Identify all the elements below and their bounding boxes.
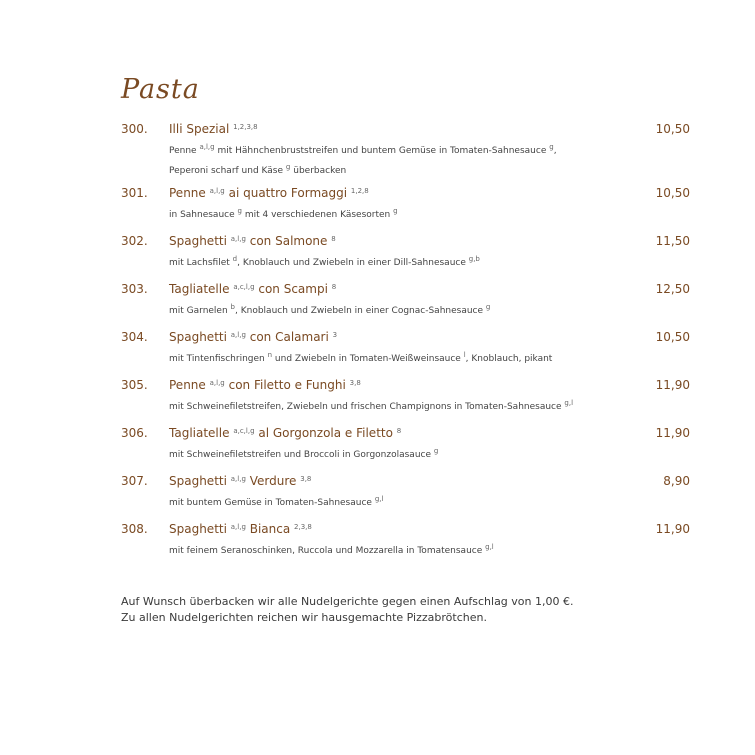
item-description: mit Schweinefiletstreifen, Zwiebeln und frischen Champignons in Tomaten-Sahnesauce $^{g,l}$: [169, 399, 574, 412]
item-description: Penne $^{a,l,g}$ mit Hähnchenbruststreifen und buntem Gemüse in Tomaten-Sahnesauce $^g$, Peperoni scharf und Käse $^g$ überbacken: [169, 143, 557, 176]
menu-item-308: [0, 520, 755, 564]
page-title: Pasta: [121, 74, 200, 105]
item-description: mit feinem Seranoschinken, Ruccola und Mozzarella in Tomatensauce $^{g,l}$: [169, 543, 494, 556]
item-name: Spaghetti $^{a,l,g}$ Verdure $^{3,8}$: [169, 474, 312, 488]
item-number: 303.: [121, 282, 148, 296]
item-number: 308.: [121, 522, 148, 536]
footer-notes: [121, 594, 573, 626]
item-price: 11,50: [655, 234, 690, 248]
menu-item-307: [0, 472, 755, 516]
item-price: 10,50: [655, 186, 690, 200]
item-number: 302.: [121, 234, 148, 248]
item-price: 11,90: [655, 426, 690, 440]
note-gratin: Auf Wunsch überbacken wir alle Nudelgerichte gegen einen Aufschlag von 1,00 €.: [121, 595, 574, 608]
item-number: 307.: [121, 474, 148, 488]
item-price: 11,90: [655, 378, 690, 392]
item-price: 11,90: [655, 522, 690, 536]
item-number: 305.: [121, 378, 148, 392]
menu-item-302: [0, 232, 755, 276]
menu-item-303: [0, 280, 755, 324]
item-price: 12,50: [655, 282, 690, 296]
menu-item-300: [0, 120, 755, 176]
item-description: mit Garnelen $^b$, Knoblauch und Zwiebeln in einer Cognac-Sahnesauce $^g$: [169, 303, 491, 316]
note-rolls: Zu allen Nudelgerichten reichen wir hausgemachte Pizzabrötchen.: [121, 611, 487, 624]
item-price: 10,50: [655, 122, 690, 136]
item-name: Tagliatelle $^{a,c,l,g}$ con Scampi $^8$: [169, 282, 337, 296]
item-name: Penne $^{a,l,g}$ con Filetto e Funghi $^{3,8}$: [169, 378, 361, 392]
item-name: Spaghetti $^{a,l,g}$ con Salmone $^8$: [169, 234, 336, 248]
item-price: 10,50: [655, 330, 690, 344]
item-description: mit Schweinefiletstreifen und Broccoli in Gorgonzolasauce $^g$: [169, 447, 439, 460]
item-name: Spaghetti $^{a,l,g}$ Bianca $^{2,3,8}$: [169, 522, 312, 536]
item-name: Spaghetti $^{a,l,g}$ con Calamari $^3$: [169, 330, 338, 344]
item-number: 300.: [121, 122, 148, 136]
item-description: mit Lachsfilet $^d$, Knoblauch und Zwiebeln in einer Dill-Sahnesauce $^{g,b}$: [169, 255, 480, 268]
item-price: 8,90: [663, 474, 690, 488]
menu-item-304: [0, 328, 755, 372]
item-number: 301.: [121, 186, 148, 200]
item-name: Tagliatelle $^{a,c,l,g}$ al Gorgonzola e Filetto $^8$: [169, 426, 402, 440]
menu-item-305: [0, 376, 755, 420]
item-description: mit buntem Gemüse in Tomaten-Sahnesauce $^{g,l}$: [169, 495, 384, 508]
menu-item-301: [0, 184, 755, 228]
item-number: 306.: [121, 426, 148, 440]
menu-item-306: [0, 424, 755, 468]
item-name: Penne $^{a,l,g}$ ai quattro Formaggi $^{1,2,8}$: [169, 186, 369, 200]
item-number: 304.: [121, 330, 148, 344]
item-name: Illi Spezial $^{1,2,3,8}$: [169, 122, 258, 136]
item-description: in Sahnesauce $^g$ mit 4 verschiedenen Käsesorten $^g$: [169, 207, 398, 220]
item-description: mit Tintenfischringen $^n$ und Zwiebeln in Tomaten-Weißweinsauce $^l$, Knoblauch, pikant: [169, 351, 553, 364]
